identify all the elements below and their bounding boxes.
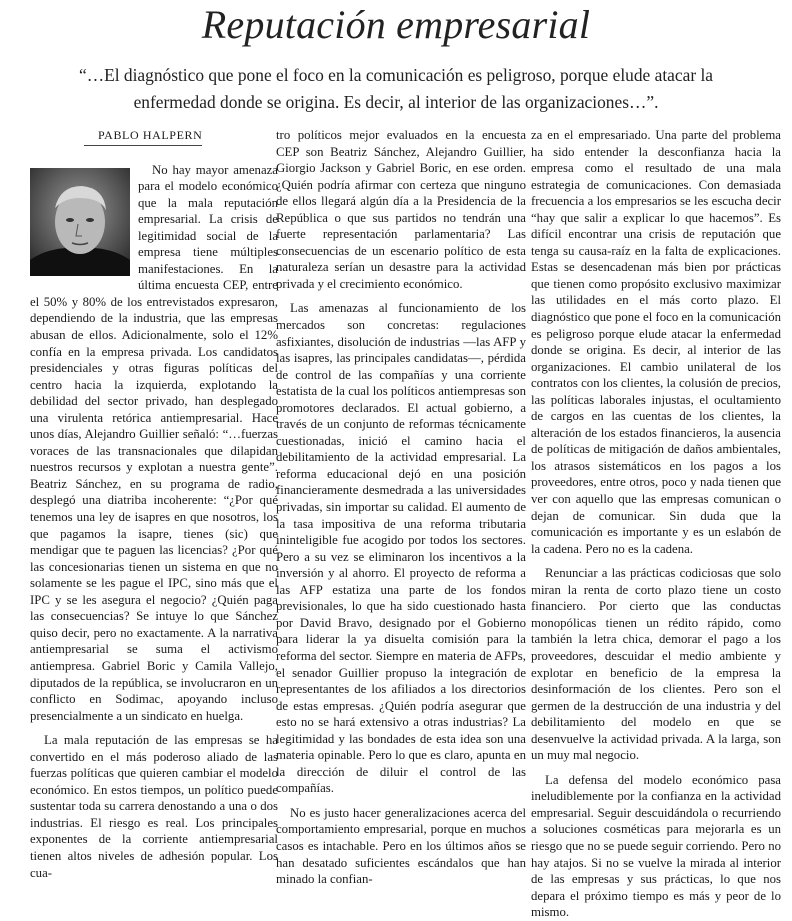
paragraph: No es justo hacer generalizaciones acerca del comportamiento empresarial, porque en muchos casos es intachable. Pero en los últimos años se han desatado suficientes escándalos que han minado la confian- [276, 805, 526, 887]
column-3 [531, 127, 781, 921]
paragraph: tro políticos mejor evaluados en la encuesta CEP son Beatriz Sánchez, Alejandro Guillier, Giorgio Jackson y Gabriel Boric, en ese orden. ¿Quién podría afirmar con certeza que ninguno de ellos llegará algún día a la Presidencia de la República o que sus partidos no tendrán una fuerte representación parlamentaria? Las consecuencias de un escenario político de esta naturaleza serían un desastre para la actividad privada y el crecimiento económico. [276, 128, 526, 291]
paragraph: La defensa del modelo económico pasa ineludiblemente por la confianza en la actividad empresarial. Seguir descuidándola o recurriendo a soluciones cosméticas para mejorarla es un riesgo que no se puede seguir corriendo. Pero no hay atajos. Si no se vuelve la mirada al interior de las empresas y sus prácticas, lo que nos depara el próximo tiempo es más y peor de lo mismo. [531, 772, 781, 920]
author-byline: PABLO HALPERN [84, 127, 202, 146]
paragraph: Las amenazas al funcionamiento de los mercados son concretas: regulaciones asfixiantes, disolución de industrias —las AFP y las isapres, las principales candidatas—, pérdida de control de las compañías y una corriente estatista de la cual los políticos antiempresas son promotores declarados. El actual gobierno, a través de un conjunto de reformas técnicamente cuestionadas, inició el camino hacia el debilitamiento de la actividad empresarial. La reforma educacional dejó en una posición financieramente desmedrada a las universidades privadas, sin importar su calidad. El aumento de la tasa impositiva de una reforma tributaria ininteligible fue acogido por todos los sectores. Pero a su vez se eliminaron los incentivos a la inversión y al ahorro. El proyecto de reforma a las AFP estatiza una parte de los fondos previsionales, lo que ha sido cuestionado hasta por David Bravo, designado por el Gobierno para liderar la ya disuelta comisión para la reforma del sector. Siempre en materia de AFPs, el senador Guillier propuso la integración de representantes de los afiliados a los directorios de estas empresas. ¿Quién podría asegurar que esto no se hará extensivo a otras industrias? La legitimidad y las bondades de esta idea son una materia opinable. Pero lo que es claro, apunta en la dirección de diluir el control de las compañías. [276, 301, 526, 796]
pull-quote: “…El diagnóstico que pone el foco en la comunicación es peligroso, porque elude atacar la enfermedad donde se origina. Es decir, al interior de las organizaciones…”. [78, 65, 714, 112]
paragraph [30, 162, 278, 725]
paragraph-text: No hay mayor amenaza para el modelo económico que la mala reputación empresarial. La crisis de legitimidad social de la empresa tiene múltiples manifestaciones. En la última encuesta CEP, entre el 50% y 80% de los entrevistados expresaron, dependiendo de la industria, que las empresas abusan de ellos. Adicionalmente, solo el 12% confía en la empresa privada. Los candidatos presidenciales y otras figuras políticas del centro hacia la izquierda, explotando la debilidad del sector privado, han desplegado una virulenta retórica antiempresarial. Hace unos días, Alejandro Guillier señaló: “…fuerzas voraces de las transnacionales que dilapidan nuestros recursos y explotan a nuestra gente”. Beatriz Sánchez, en su programa de radio, desplegó una diatriba incoherente: “¿Por qué tenemos una ley de isapres en que nosotros, los que pagamos la isapre, tienes (sic) que mendigar que te paguen las licencias? ¿Por qué las concesionarias tienen un sistema en que no solamente se les pague el IPC, sino más que el IPC y se les asegura el negocio? ¿Quién paga las consecuencias? Se intuye lo que Sánchez quiso decir, pero no exactamente. A la narrativa antiempresarial se suma el activismo antiempresa. Gabriel Boric y Camila Vallejo, diputados de la república, se involucraron en un conflicto en Sodimac, apoyando incluso presencialmente a un sindicato en huelga. [30, 162, 278, 723]
article-title: Reputación empresarial [201, 2, 591, 47]
column-1 [30, 127, 278, 881]
paragraph: za en el empresariado. Una parte del problema ha sido entender la desconfianza hacia la empresa como el resultado de una mala estrategia de comunicaciones. Con demasiada frecuencia a los empresarios se les escucha decir “hay que salir a explicar lo que hacemos”. Es difícil encontrar una crisis de reputación que tenga su causa-raíz en la falta de explicaciones. Estas se desencadenan más bien por prácticas que tienen como propósito exclusivo maximizar las utilidades en el más corto plazo. El diagnóstico que pone el foco en la comunicación es peligroso porque elude atacar la enfermedad donde se origina. Es decir, al interior de las organizaciones. El cambio unilateral de los contratos con los clientes, la colusión de precios, las políticas laborales injustas, el ocultamiento de cargos en las cuentas de los clientes, la alteración de los estados financieros, la ausencia de políticas de mitigación de daños ambientales, los atrasos sistemáticos en los pagos a los proveedores, entre otros, poco y nada tienen que ver con aquello que las empresas comunican o dejan de comunicar. Sin duda que la comunicación es importante y es un eslabón de la cadena. Pero no es la cadena. [531, 128, 781, 556]
author-photo [30, 168, 130, 276]
column-2 [276, 127, 526, 888]
paragraph: Renunciar a las prácticas codiciosas que solo miran la renta de corto plazo tiene un costo financiero. Por cierto que las conductas monopólicas tienen un rédito rápido, como también la letra chica, demorar el pago a los proveedores, descuidar el medio ambiente y explotar en beneficio de la empresa la desinformación de los clientes. Pero son el germen de la destrucción de una industria y del debilitamiento del modelo en que se desenvuelve la actividad privada. A la larga, son un muy mal negocio. [531, 566, 781, 763]
paragraph: La mala reputación de las empresas se ha convertido en el más poderoso aliado de las fuerzas políticas que quieren cambiar el modelo económico. En estos tiempos, un político puede sustentar toda su carrera denostando a una o dos industrias. El riesgo es real. Los principales exponentes de la corriente antiempresarial tienen altos niveles de adhesión popular. Los cua- [30, 733, 278, 880]
